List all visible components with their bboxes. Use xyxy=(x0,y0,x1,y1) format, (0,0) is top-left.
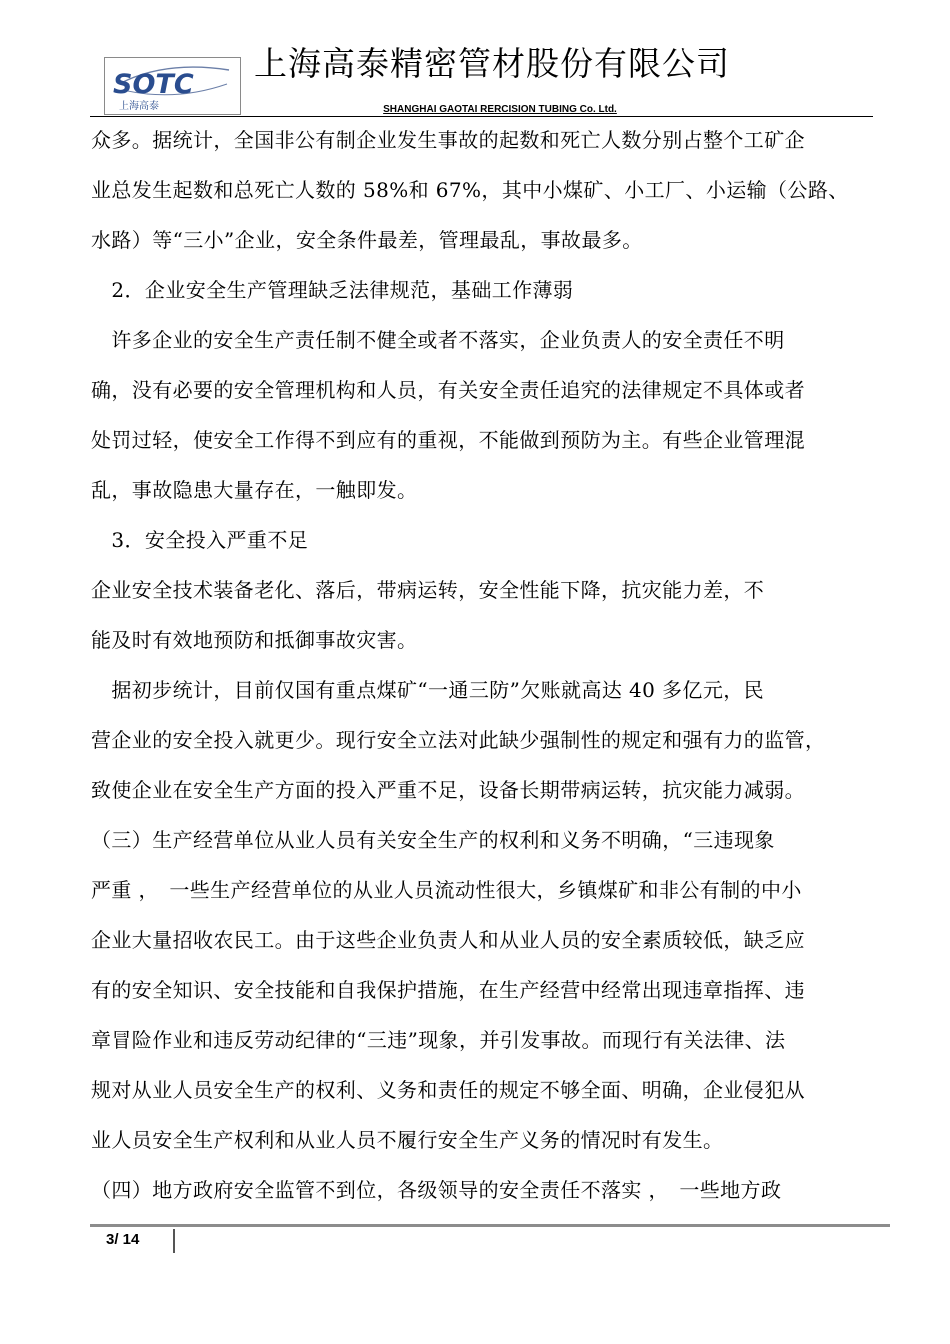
sotc-logo-icon xyxy=(105,58,240,114)
text-line: 水路）等“三小”企业，安全条件最差，管理最乱，事故最多。 xyxy=(91,228,643,252)
text-line: 确，没有必要的安全管理机构和人员，有关安全责任追究的法律规定不具体或者 xyxy=(91,378,805,402)
text-line: 能及时有效地预防和抵御事故灾害。 xyxy=(91,628,418,652)
text-line: 有的安全知识、安全技能和自我保护措施，在生产经营中经常出现违章指挥、违 xyxy=(91,978,805,1002)
text-line: 营企业的安全投入就更少。现行安全立法对此缺少强制性的规定和强有力的监管， xyxy=(91,728,826,752)
text-line: 众多。据统计，全国非公有制企业发生事故的起数和死亡人数分别占整个工矿企 xyxy=(91,128,805,152)
section-heading: （三）生产经营单位从业人员有关安全生产的权利和义务不明确，“三违现象 xyxy=(91,828,775,852)
text-line: 章冒险作业和违反劳动纪律的“三违”现象，并引发事故。而现行有关法律、法 xyxy=(91,1028,786,1052)
text-line: 乱，事故隐患大量存在，一触即发。 xyxy=(91,478,418,502)
footer-divider xyxy=(90,1224,890,1227)
document-body xyxy=(91,120,881,1220)
text-line: 许多企业的安全生产责任制不健全或者不落实，企业负责人的安全责任不明 xyxy=(91,328,785,352)
text-line: 规对从业人员安全生产的权利、义务和责任的规定不够全面、明确，企业侵犯从 xyxy=(91,1078,805,1102)
logo-subtext: 上海高泰 xyxy=(119,101,159,112)
page-number: 3/ 14 xyxy=(106,1231,140,1248)
text-line: 业人员安全生产权利和从业人员不履行安全生产义务的情况时有发生。 xyxy=(91,1128,724,1152)
text-line: 业总发生起数和总死亡人数的 58%和 67%，其中小煤矿、小工厂、小运输（公路、 xyxy=(91,178,849,202)
section-heading: 3．安全投入严重不足 xyxy=(91,528,309,552)
header-divider xyxy=(90,116,873,117)
text-line: 严重 ， 一些生产经营单位的从业人员流动性很大，乡镇煤矿和非公有制的中小 xyxy=(91,878,802,902)
company-name-english: SHANGHAI GAOTAI RERCISION TUBING Co. Ltd. xyxy=(383,104,617,115)
section-heading: （四）地方政府安全监管不到位，各级领导的安全责任不落实 ， 一些地方政 xyxy=(91,1178,782,1202)
company-name: 上海高泰精密管材股份有限公司 xyxy=(254,44,730,83)
section-heading: 2．企业安全生产管理缺乏法律规范，基础工作薄弱 xyxy=(91,278,574,302)
text-line: 处罚过轻，使安全工作得不到应有的重视，不能做到预防为主。有些企业管理混 xyxy=(91,428,805,452)
text-line: 企业安全技术装备老化、落后，带病运转，安全性能下降，抗灾能力差，不 xyxy=(91,578,765,602)
text-line: 致使企业在安全生产方面的投入严重不足，设备长期带病运转，抗灾能力减弱。 xyxy=(91,778,805,802)
company-logo xyxy=(104,57,241,115)
logo-wordmark: SOTC xyxy=(113,69,194,100)
page-number-separator xyxy=(173,1229,175,1253)
text-line: 据初步统计，目前仅国有重点煤矿“一通三防”欠账就高达 40 多亿元，民 xyxy=(91,678,765,702)
text-line: 企业大量招收农民工。由于这些企业负责人和从业人员的安全素质较低，缺乏应 xyxy=(91,928,805,952)
